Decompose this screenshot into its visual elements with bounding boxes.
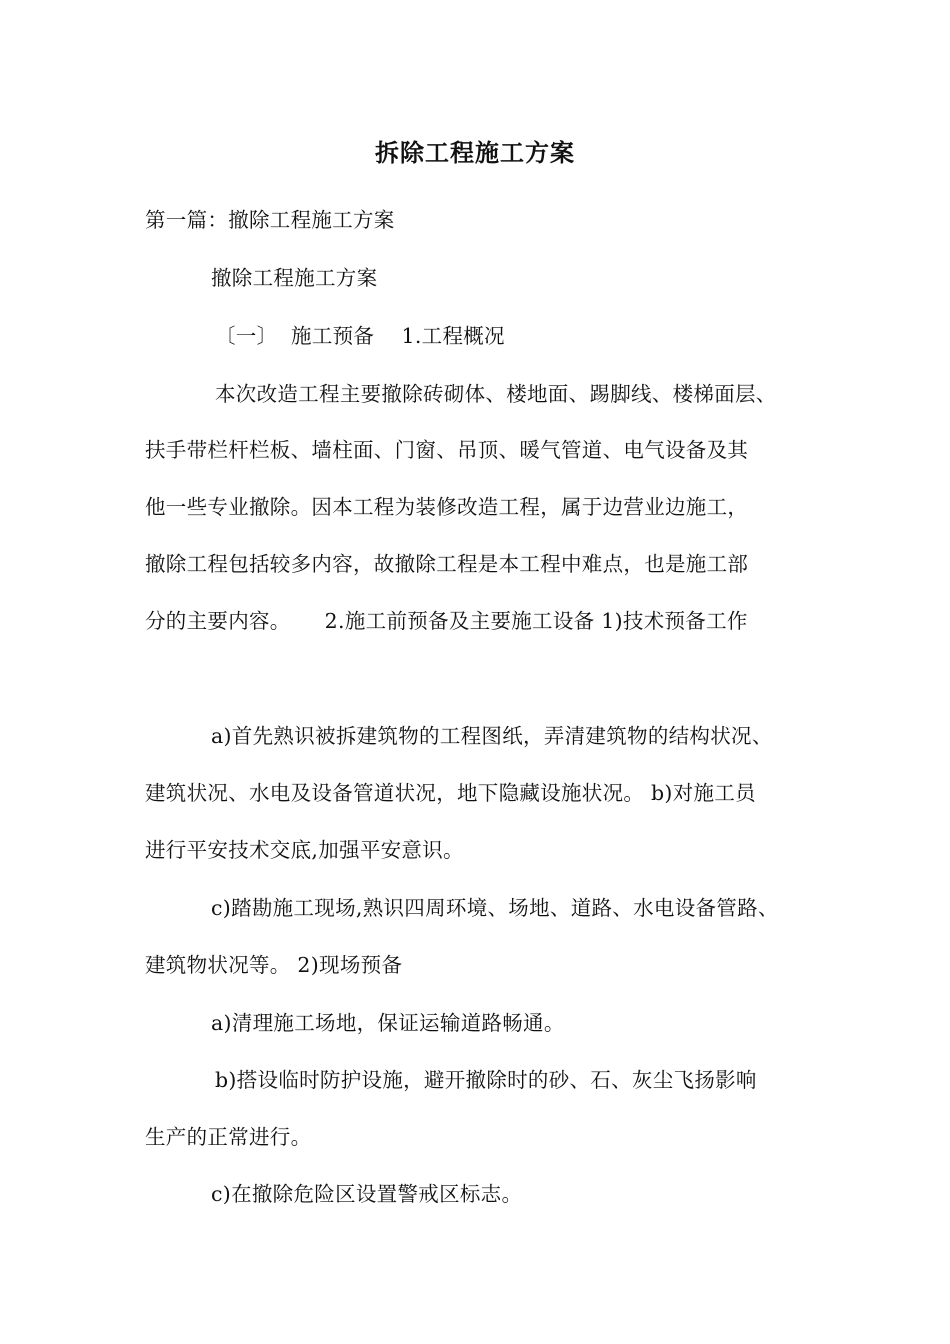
paragraph-line: 撤除工程包括较多内容，故撤除工程是本工程中难点，也是施工部 [145,552,749,576]
paragraph-line: a)首先熟识被拆建筑物的工程图纸，弄清建筑物的结构状况、 [211,724,773,748]
paragraph-line: 扶手带栏杆栏板、墙柱面、门窗、吊顶、暖气管道、电气设备及其 [145,438,749,462]
paragraph-line: 生产的正常进行。 [145,1125,312,1149]
paragraph-line: 进行平安技术交底,加强平安意识。 [145,838,464,862]
paragraph-line: 分的主要内容。 2.施工前预备及主要施工设备 1)技术预备工作 [145,609,748,633]
paragraph-line: c)在撤除危险区设置警戒区标志。 [211,1182,523,1206]
paragraph-line: 本次改造工程主要撤除砖砌体、楼地面、踢脚线、楼梯面层、 [215,382,777,406]
document-title: 拆除工程施工方案 [375,138,575,167]
paragraph-line: 他一些专业撤除。因本工程为装修改造工程，属于边营业边施工， [145,495,749,519]
paragraph-line: 建筑状况、水电及设备管道状况，地下隐藏设施状况。 b)对施工员 [145,781,756,805]
paragraph-line: 建筑物状况等。 2)现场预备 [145,953,403,977]
paragraph-line: a)清理施工场地，保证运输道路畅通。 [211,1011,565,1035]
subsection-heading: 撤除工程施工方案 [211,266,378,290]
paragraph-line: b)搭设临时防护设施，避开撤除时的砂、石、灰尘飞扬影响 [215,1068,757,1092]
paragraph-line: c)踏勘施工现场,熟识四周环境、场地、道路、水电设备管路、 [211,896,779,920]
outline-heading: 〔一〕 施工预备 1.工程概况 [215,324,505,348]
section-heading: 第一篇：撤除工程施工方案 [145,208,395,232]
